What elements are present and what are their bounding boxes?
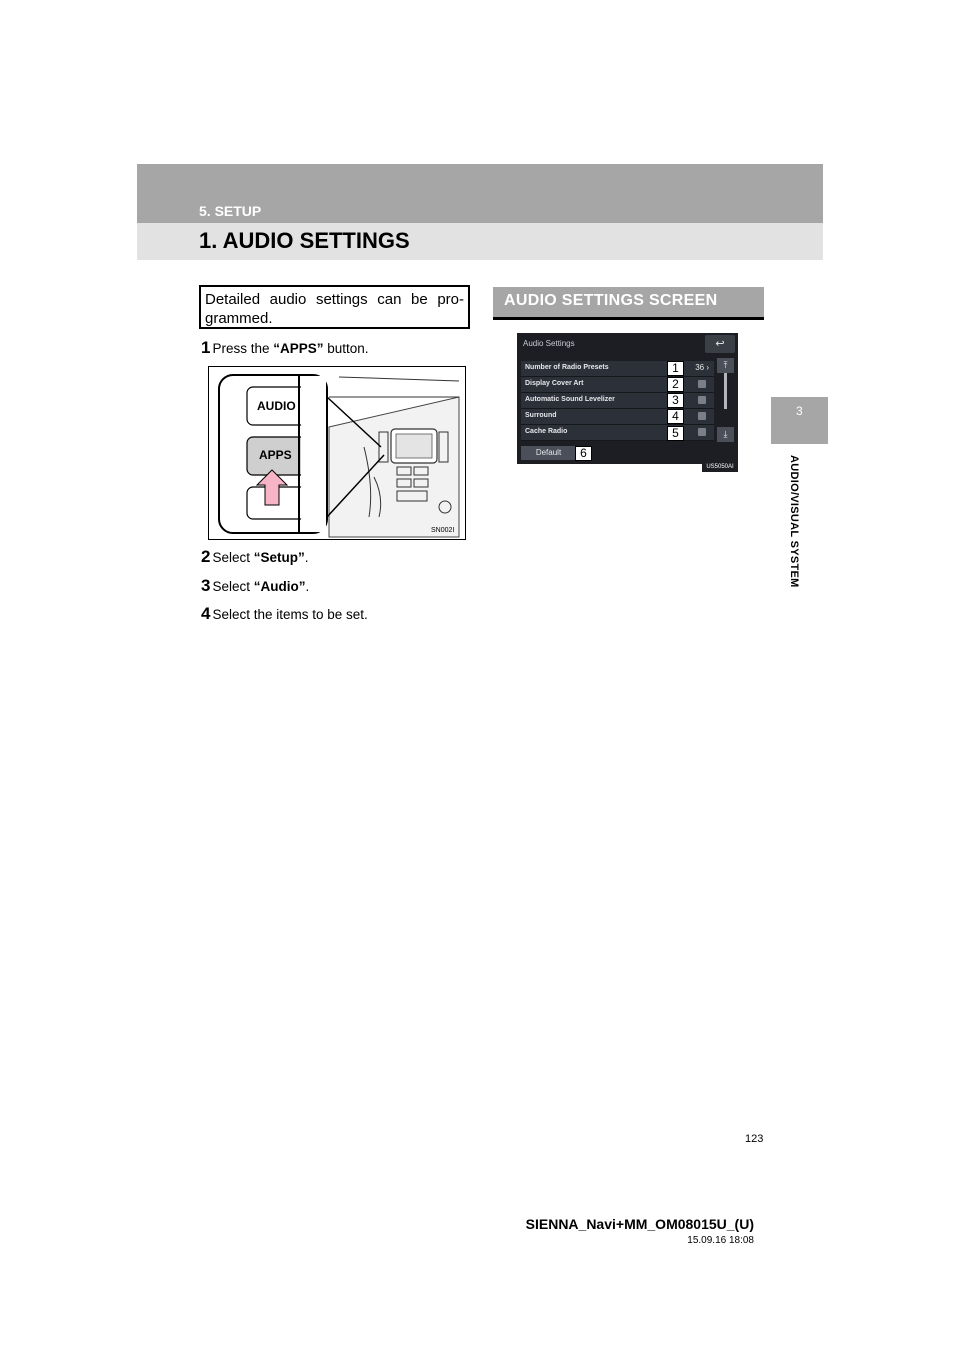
screen-image-id: US5050AI [702,462,738,472]
setting-row-sound-levelizer[interactable] [521,393,714,409]
document-code: SIENNA_Navi+MM_OM08015U_(U) [525,1216,754,1232]
audio-settings-heading [493,287,764,320]
step-number: 2 [201,547,211,566]
scroll-up-icon[interactable]: ⤒ [717,358,734,373]
step-text: Press the [212,341,274,356]
audio-settings-screen [517,333,738,464]
callout-3: 3 [667,393,684,408]
section-label: 5. SETUP [199,203,262,219]
callout-2: 2 [667,377,684,392]
step-2 [201,547,309,567]
step-bold: “Setup” [253,550,305,565]
setting-label: Number of Radio Presets [525,364,609,371]
callout-6: 6 [575,446,592,461]
chapter-number: 3 [796,404,803,418]
step-number: 4 [201,604,211,623]
screen-title: Audio Settings [523,339,575,348]
step-text: Select [212,550,254,565]
setting-row-cover-art[interactable] [521,377,714,393]
back-icon[interactable]: ↩ [705,335,735,353]
checkbox-icon[interactable] [698,380,706,388]
step-1 [201,338,369,358]
setting-row-cache-radio[interactable] [521,425,714,441]
chapter-label: AUDIO/VISUAL SYSTEM [788,455,800,588]
setting-label: Automatic Sound Levelizer [525,396,615,403]
step-bold: “Audio” [253,579,306,594]
apps-button-figure [208,366,466,540]
print-timestamp: 15.09.16 18:08 [687,1235,754,1246]
page-title: 1. AUDIO SETTINGS [199,228,410,253]
setting-row-radio-presets[interactable] [521,361,714,377]
step-bold: “APPS” [273,341,324,356]
setting-value: 36 › [695,363,709,372]
callout-1: 1 [667,361,684,376]
checkbox-icon[interactable] [698,428,706,436]
setting-label: Cache Radio [525,428,568,435]
step-number: 1 [201,338,211,357]
scroll-down-icon[interactable]: ⤓ [717,427,734,442]
step-number: 3 [201,576,211,595]
step-text-post: button. [323,341,369,356]
page-number: 123 [745,1133,764,1145]
step-text-post: . [305,579,310,594]
setting-label: Surround [525,412,557,419]
audio-button: AUDIO [257,399,296,413]
callout-4: 4 [667,409,684,424]
setting-label: Display Cover Art [525,380,584,387]
checkbox-icon[interactable] [698,396,706,404]
figure-id: SN002I [431,527,455,534]
intro-box: Detailed audio settings can be pro-grammed. [199,285,470,329]
default-button[interactable]: Default [521,446,576,460]
step-text: Select [212,579,254,594]
audio-settings-heading-text: AUDIO SETTINGS SCREEN [504,292,718,309]
step-3 [201,576,309,596]
step-4 [201,604,368,624]
setting-row-surround[interactable] [521,409,714,425]
step-text-post: . [304,550,309,565]
apps-button: APPS [259,448,292,462]
step-text: Select the items to be set. [212,607,368,622]
dashboard-illustration [209,367,465,539]
callout-5: 5 [667,426,684,441]
checkbox-icon[interactable] [698,412,706,420]
scrollbar-thumb[interactable] [724,373,727,409]
